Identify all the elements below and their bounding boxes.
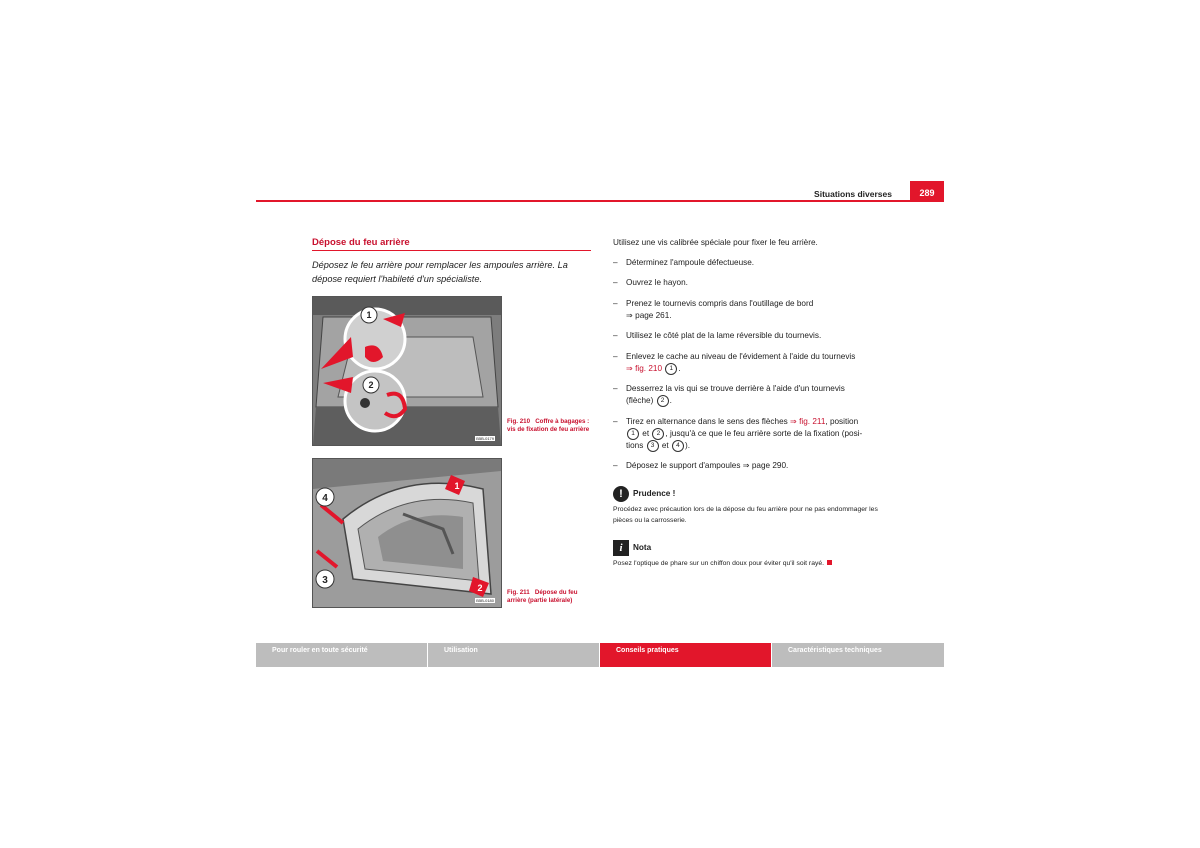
fig211-label-4: 4	[322, 493, 328, 504]
tail-lamp-illustration	[313, 459, 501, 607]
list-item: – Tirez en alternance dans le sens des flèches ⇒ fig. 211, position 1 et 2 , jusqu'à ce que le feu arrière sorte de la fixation (posi- tions 3 et 4 ).	[613, 416, 863, 451]
list-item: – Déposez le support d'ampoules ⇒ page 290.	[613, 461, 789, 471]
figure-link[interactable]: ⇒ fig. 211	[790, 416, 826, 426]
circled-number: 1	[627, 428, 639, 440]
figure-code: B5B-0180	[476, 598, 494, 603]
header-rule	[256, 200, 944, 202]
fig211-label-3: 3	[322, 575, 328, 586]
instructions-column	[613, 237, 898, 569]
footer-tab-conseils[interactable]: Conseils pratiques	[600, 643, 771, 667]
heading-rule	[312, 250, 591, 251]
end-of-section-icon	[827, 560, 832, 565]
caption-number: Fig. 210	[507, 418, 531, 425]
caution-text: Procédez avec précaution lors de la dépose du feu arrière pour ne pas endommager les pièces ou la carrosserie.	[613, 506, 878, 525]
fig211-label-2: 2	[477, 583, 483, 593]
instructions-intro: Utilisez une vis calibrée spéciale pour fixer le feu arrière.	[613, 238, 818, 247]
page-link[interactable]: ⇒ page 261.	[626, 310, 672, 320]
list-item: – Prenez le tournevis compris dans l'outillage de bord ⇒ page 261.	[613, 298, 814, 320]
circled-number: 2	[657, 395, 669, 407]
circled-number: 2	[652, 428, 664, 440]
caption-text: Coffre à bagages : vis de fixation de feu arrière	[507, 418, 590, 433]
list-item: – Déterminez l'ampoule défectueuse.	[613, 258, 755, 267]
footer-tab-securite[interactable]: Pour rouler en toute sécurité	[256, 643, 427, 667]
page-number: 289	[910, 181, 944, 202]
circled-number: 4	[672, 440, 684, 452]
info-icon: i	[613, 540, 629, 556]
caution-heading	[613, 486, 898, 502]
figure-211-caption	[507, 589, 597, 605]
note-title: Nota	[633, 543, 652, 553]
note-text: Posez l'optique de phare sur un chiffon doux pour éviter qu'il soit rayé.	[613, 558, 898, 569]
fig210-label-2: 2	[368, 380, 374, 390]
circled-number: 3	[647, 440, 659, 452]
figure-210-trunk-image	[312, 296, 502, 446]
trunk-illustration	[313, 297, 501, 445]
note-heading	[613, 540, 898, 556]
figure-link[interactable]: ⇒ fig. 210	[626, 363, 662, 373]
figure-211-lamp-image	[312, 458, 502, 608]
figure-code: B5B-0179	[476, 436, 494, 441]
fig210-label-1: 1	[366, 310, 372, 320]
intro-text: Déposez le feu arrière pour remplacer les ampoules arrière. La dépose requiert l'habileté d'un spécialiste.	[312, 260, 568, 284]
list-item: – Enlevez le cache au niveau de l'évidement à l'aide du tournevis ⇒ fig. 210 1 .	[613, 351, 856, 373]
circled-number: 1	[665, 363, 677, 375]
footer-tab-utilisation[interactable]: Utilisation	[428, 643, 599, 667]
section-title: Situations diverses	[814, 189, 892, 199]
warning-icon: !	[613, 486, 629, 502]
caution-title: Prudence !	[633, 489, 676, 499]
caption-number: Fig. 211	[507, 589, 530, 596]
fig211-label-1: 1	[454, 481, 460, 491]
article-heading: Dépose du feu arrière	[312, 237, 410, 248]
figure-210-caption	[507, 418, 597, 434]
list-item: – Utilisez le côté plat de la lame réversible du tournevis.	[613, 331, 822, 341]
list-item: – Ouvrez le hayon.	[613, 278, 688, 288]
caption-text: Dépose du feu arrière (partie latérale)	[507, 589, 578, 604]
footer-tab-caracteristiques[interactable]: Caractéristiques techniques	[772, 643, 944, 667]
list-item: – Desserrez la vis qui se trouve derrière à l'aide d'un tournevis (flèche) 2 .	[613, 384, 845, 406]
